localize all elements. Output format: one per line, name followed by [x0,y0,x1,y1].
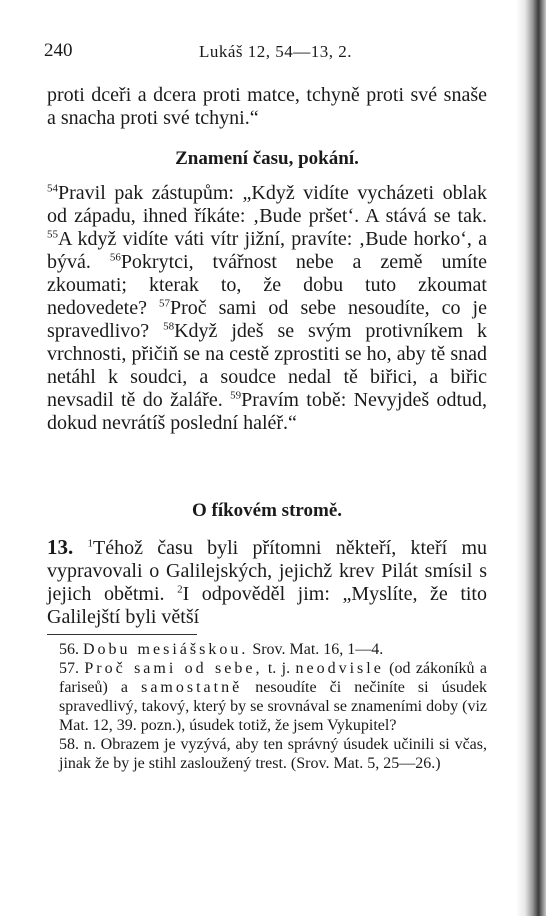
verse-number: 55 [47,228,58,241]
chapter-number: 13. [47,535,74,559]
section-1-paragraph [47,182,487,435]
verse-text: Pravil pak zástupům: „Když vidíte vycházeti oblak od západu, ihned říkáte: ‚Bude pršet‘. A stává se tak. [47,182,487,227]
verse-text: Když jdeš se svým protivníkem k vrchnosti, přičiň se na cestě zprostiti se ho, aby tě snad netáhl k soudci, a soudce nedal tě biřici, a biřic nevsadil tě do žaláře. [47,320,487,411]
footnote-text: t. j. [262,660,296,677]
verse-text: Pokrytci, tvářnost nebe a země umíte zkoumati; kterak to, že dobu tuto zkoumat nedovedete? [47,251,487,319]
footnote-text: nesoudíte či nečiníte si úsudek spravedlivý, takový, který by se srovnával se znameními doby (viz Mat. 12, 39. pozn.), úsudek totiž, že jsem Vykupitel? [59,679,487,734]
top-text: proti dceři a dcera proti matce, tchyně proti své snaše a snacha proti své tchyni.“ [47,84,487,129]
verse-number: 58 [163,320,175,333]
footnote-56 [47,640,487,659]
verse-text: A když vidíte váti vítr jižní, pravíte: ‚Bude horko‘, a bývá. [47,228,487,273]
footnote-number: 56. [59,641,79,658]
verse-number: 56 [109,251,121,264]
footnotes [47,640,487,773]
footnote-emphasis: samostatně [141,679,243,696]
footnote-text: Srov. Mat. 16, 1—4. [248,641,384,658]
verse-number: 54 [47,182,58,195]
footnote-emphasis: Dobu mesiášskou. [83,641,249,658]
page-number: 240 [44,40,73,61]
verse-text: I odpověděl jim: „Myslíte, že tito Galilejští byli větší [47,583,487,628]
section-heading-1: Znamení času, pokání. [175,148,359,169]
footnote-emphasis: Proč sami od sebe, [84,660,263,677]
verse-text: Téhož času byli přítomni někteří, kteří mu vypravovali o Galilejských, jejichž krev Pilát smísil s jejich obětmi. [47,537,488,605]
section-2-paragraph [47,536,487,629]
page-header [44,40,484,66]
section-heading-2: O fíkovém stromě. [191,500,343,521]
verse-number: 59 [230,389,242,402]
section-2-text [47,536,487,629]
footnote-text: (od zákoníků a fariseů) a [59,660,488,696]
footnote-57 [47,659,487,735]
verse-text: Pravím tobě: Nevyjdeš odtud, dokud nevrátíš poslední haléř.“ [47,389,488,434]
verse-text: Proč sami od sebe nesoudíte, co je spravedlivo? [47,297,487,342]
book-spine-shadow [516,0,546,916]
verse-number: 1 [87,537,94,550]
footnote-58: 58. n. Obrazem je vyzývá, aby ten správný úsudek učinili si včas, jinak že by je stihl zasloužený trest. (Srov. Mat. 5, 25—26.) [59,736,487,772]
footnote-divider [47,634,197,635]
verse-number: 57 [158,297,170,310]
footnote-emphasis: neodvisle [295,660,384,677]
section-1-text [47,182,487,435]
running-head: Lukáš 12, 54—13, 2. [199,42,353,61]
top-paragraph [47,84,487,130]
footnote-number: 57. [59,660,79,677]
verse-number: 2 [177,583,183,596]
